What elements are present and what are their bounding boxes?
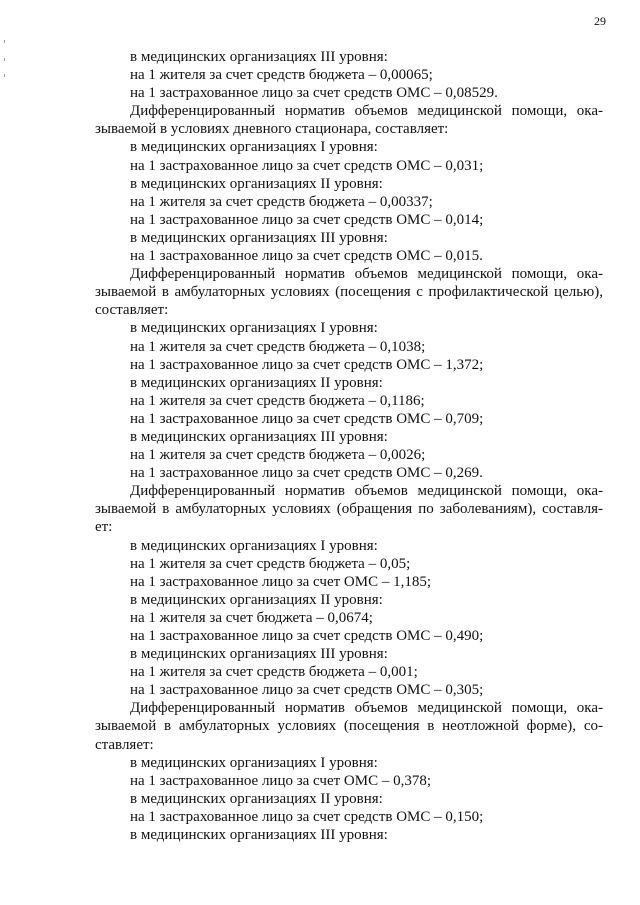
text-line: зываемой в амбулаторных условиях (посещения в неотложной форме), со- — [95, 718, 603, 735]
text-line: на 1 застрахованное лицо за счет средств ОМС – 0,150; — [130, 808, 484, 825]
text-line: в медицинских организациях III уровня: — [130, 428, 388, 445]
text-line: на 1 застрахованное лицо за счет средств ОМС – 0,305; — [130, 682, 484, 699]
text-line: на 1 застрахованное лицо за счет средств ОМС – 0,08529. — [130, 85, 498, 102]
text-line: на 1 застрахованное лицо за счет средств ОМС – 0,014; — [130, 211, 484, 228]
text-line: на 1 застрахованное лицо за счет средств ОМС – 0,015. — [130, 248, 483, 265]
text-line: на 1 застрахованное лицо за счет средств ОМС – 0,031; — [130, 157, 484, 174]
text-line: в медицинских организациях II уровня: — [130, 790, 383, 807]
text-line: зываемой в амбулаторных условиях (обращения по заболеваниям), составля- — [95, 501, 603, 518]
text-line: в медицинских организациях I уровня: — [130, 537, 378, 554]
text-line: в медицинских организациях III уровня: — [130, 229, 388, 246]
text-line: на 1 жителя за счет средств бюджета – 0,001; — [130, 664, 418, 681]
text-line: в медицинских организациях II уровня: — [130, 175, 383, 192]
text-line: зываемой в амбулаторных условиях (посещения с профилактической целью), — [95, 284, 603, 301]
text-line: зываемой в условиях дневного стационара, составляет: — [95, 121, 449, 138]
text-line: ет: — [95, 519, 113, 536]
paragraph-first-line: Дифференцированный норматив объемов медицинской помощи, ока- — [130, 483, 603, 500]
document-body — [95, 48, 603, 844]
margin-mark — [4, 58, 5, 61]
text-line: ставляет: — [95, 736, 154, 753]
text-line: на 1 жителя за счет средств бюджета – 0,00065; — [130, 67, 433, 84]
text-line: на 1 застрахованное лицо за счет ОМС – 1,185; — [130, 573, 432, 590]
text-line: на 1 застрахованное лицо за счет средств ОМС – 0,269. — [130, 465, 483, 482]
margin-mark — [4, 74, 5, 77]
text-line: на 1 застрахованное лицо за счет средств ОМС – 0,490; — [130, 628, 484, 644]
text-line: в медицинских организациях III уровня: — [130, 49, 388, 65]
page-number: 29 — [594, 14, 606, 28]
paragraph-first-line: Дифференцированный норматив объемов медицинской помощи, ока- — [130, 700, 603, 717]
text-line: в медицинских организациях I уровня: — [130, 754, 378, 771]
text-line: на 1 жителя за счет средств бюджета – 0,1186; — [130, 392, 425, 409]
paragraph-first-line: Дифференцированный норматив объемов медицинской помощи, ока- — [130, 103, 603, 120]
paragraph-first-line: Дифференцированный норматив объемов медицинской помощи, ока- — [130, 266, 603, 283]
text-line: в медицинских организациях II уровня: — [130, 591, 383, 608]
text-line: в медицинских организациях III уровня: — [130, 827, 388, 844]
text-line: на 1 жителя за счет бюджета – 0,0674; — [130, 609, 373, 626]
text-line: на 1 жителя за счет средств бюджета – 0,00337; — [130, 193, 433, 210]
text-line: на 1 жителя за счет средств бюджета – 0,05; — [130, 555, 411, 572]
text-line: в медицинских организациях I уровня: — [130, 139, 378, 156]
text-line: на 1 жителя за счет средств бюджета – 0,1038; — [130, 338, 426, 355]
text-line: составляет: — [95, 302, 169, 319]
text-line: на 1 застрахованное лицо за счет средств ОМС – 0,709; — [130, 410, 484, 427]
text-line: на 1 застрахованное лицо за счет ОМС – 0,378; — [130, 772, 432, 789]
text-line: в медицинских организациях II уровня: — [130, 374, 383, 391]
margin-mark — [4, 40, 5, 43]
text-line: на 1 застрахованное лицо за счет средств ОМС – 1,372; — [130, 356, 484, 373]
text-line: на 1 жителя за счет средств бюджета – 0,0026; — [130, 447, 426, 464]
text-line: в медицинских организациях III уровня: — [130, 646, 388, 663]
text-line: в медицинских организациях I уровня: — [130, 320, 378, 337]
